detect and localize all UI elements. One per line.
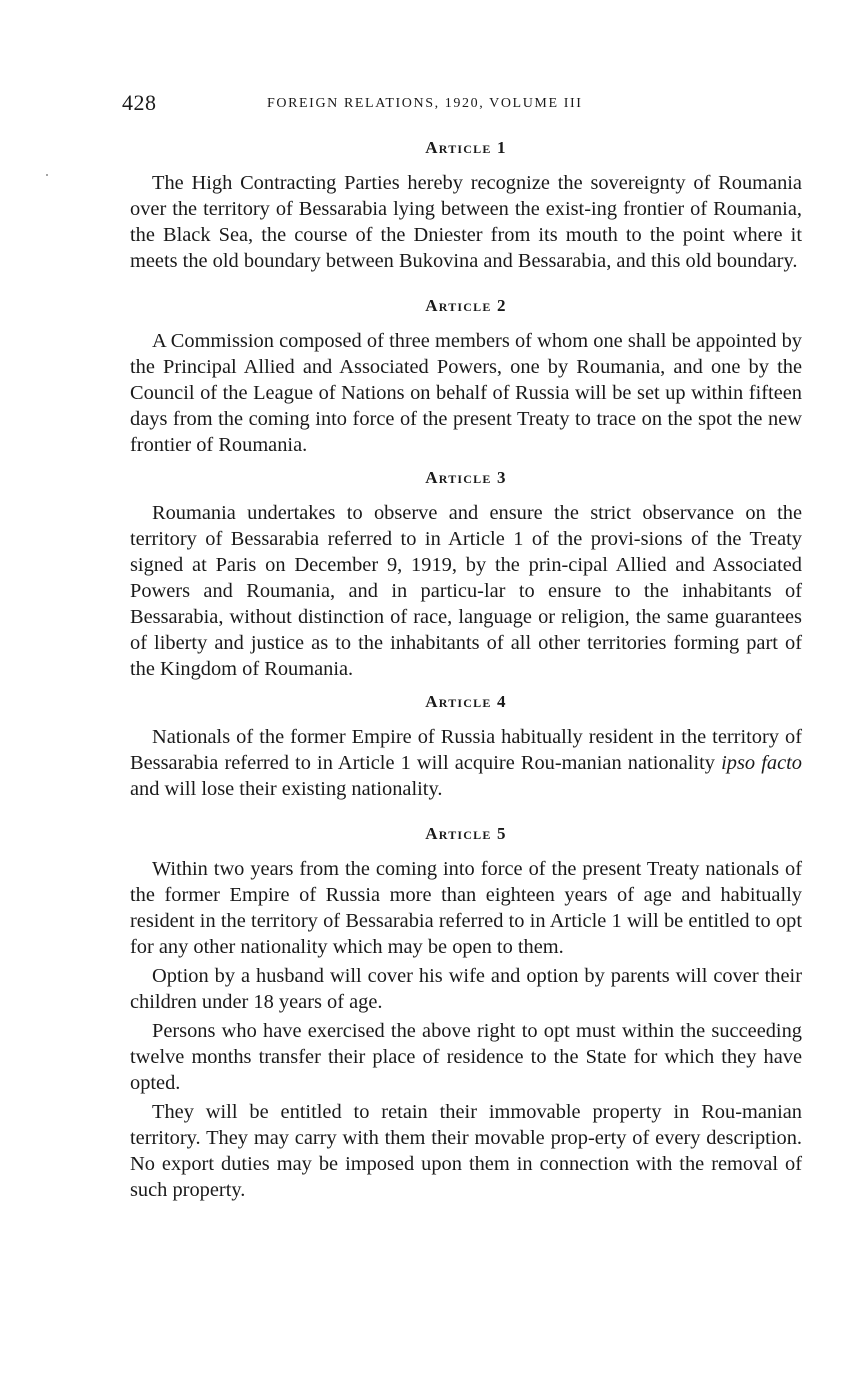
article-3 (130, 466, 802, 682)
italic-phrase: ipso facto (721, 752, 802, 774)
article-paragraph: Roumania undertakes to observe and ensure the strict observance on the territory of Bessarabia referred to in Article 1 of the provi-sions of the Treaty signed at Paris on December 9, 1919, by the prin-cipal Allied and Associated Powers and Roumania, and in particu-lar to ensure to the inhabitants of Bessarabia, without distinction of race, language or religion, the same guarantees of liberty and justice as to the inhabitants of all other territories forming part of the Kingdom of Roumania. (130, 502, 802, 680)
page-number: 428 (122, 90, 157, 115)
article-5 (130, 822, 802, 1203)
page-header (122, 90, 802, 120)
article-heading: Article 1 (425, 138, 507, 157)
article-heading: Article 2 (425, 296, 507, 315)
article-paragraph: The High Contracting Parties hereby recognize the sovereignty of Roumania over the territory of Bessarabia lying between the exist-ing frontier of Roumania, the Black Sea, the course of the Dniester from its mouth to the point where it meets the old boundary between Bukovina and Bessarabia, and this old boundary. (130, 172, 802, 272)
document-body (130, 136, 802, 1203)
article-paragraph: Option by a husband will cover his wife and option by parents will cover their children under 18 years of age. (130, 965, 802, 1013)
article-paragraph: A Commission composed of three members of whom one shall be appointed by the Principal Allied and Associated Powers, one by Roumania, and one by the Council of the League of Nations on behalf of Russia will be set up within fifteen days from the coming into force of the present Treaty to trace on the spot the new frontier of Roumania. (130, 330, 802, 456)
article-paragraph: Within two years from the coming into force of the present Treaty nationals of the former Empire of Russia more than eighteen years of age and habitually resident in the territory of Bessarabia referred to in Article 1 will be entitled to opt for any other nationality which may be open to them. (130, 858, 802, 958)
article-2 (130, 294, 802, 458)
article-4 (130, 690, 802, 802)
article-1 (130, 136, 802, 274)
article-paragraph: They will be entitled to retain their immovable property in Rou-manian territory. They may carry with them their movable prop-erty of every description. No export duties may be imposed upon them in connection with the removal of such property. (130, 1101, 802, 1201)
article-paragraph: Persons who have exercised the above right to opt must within the succeeding twelve months transfer their place of residence to the State for which they have opted. (130, 1020, 802, 1094)
article-heading: Article 4 (425, 692, 507, 711)
article-heading: Article 3 (425, 468, 507, 487)
paragraph-text: Nationals of the former Empire of Russia habitually resident in the territory of Bessarabia referred to in Article 1 will acquire Rou-manian nationality (130, 726, 802, 774)
article-heading: Article 5 (425, 824, 507, 843)
running-head: FOREIGN RELATIONS, 1920, VOLUME III (267, 96, 583, 111)
scan-speck (46, 174, 48, 176)
paragraph-text: and will lose their existing nationality. (130, 778, 443, 800)
article-paragraph (130, 724, 802, 802)
